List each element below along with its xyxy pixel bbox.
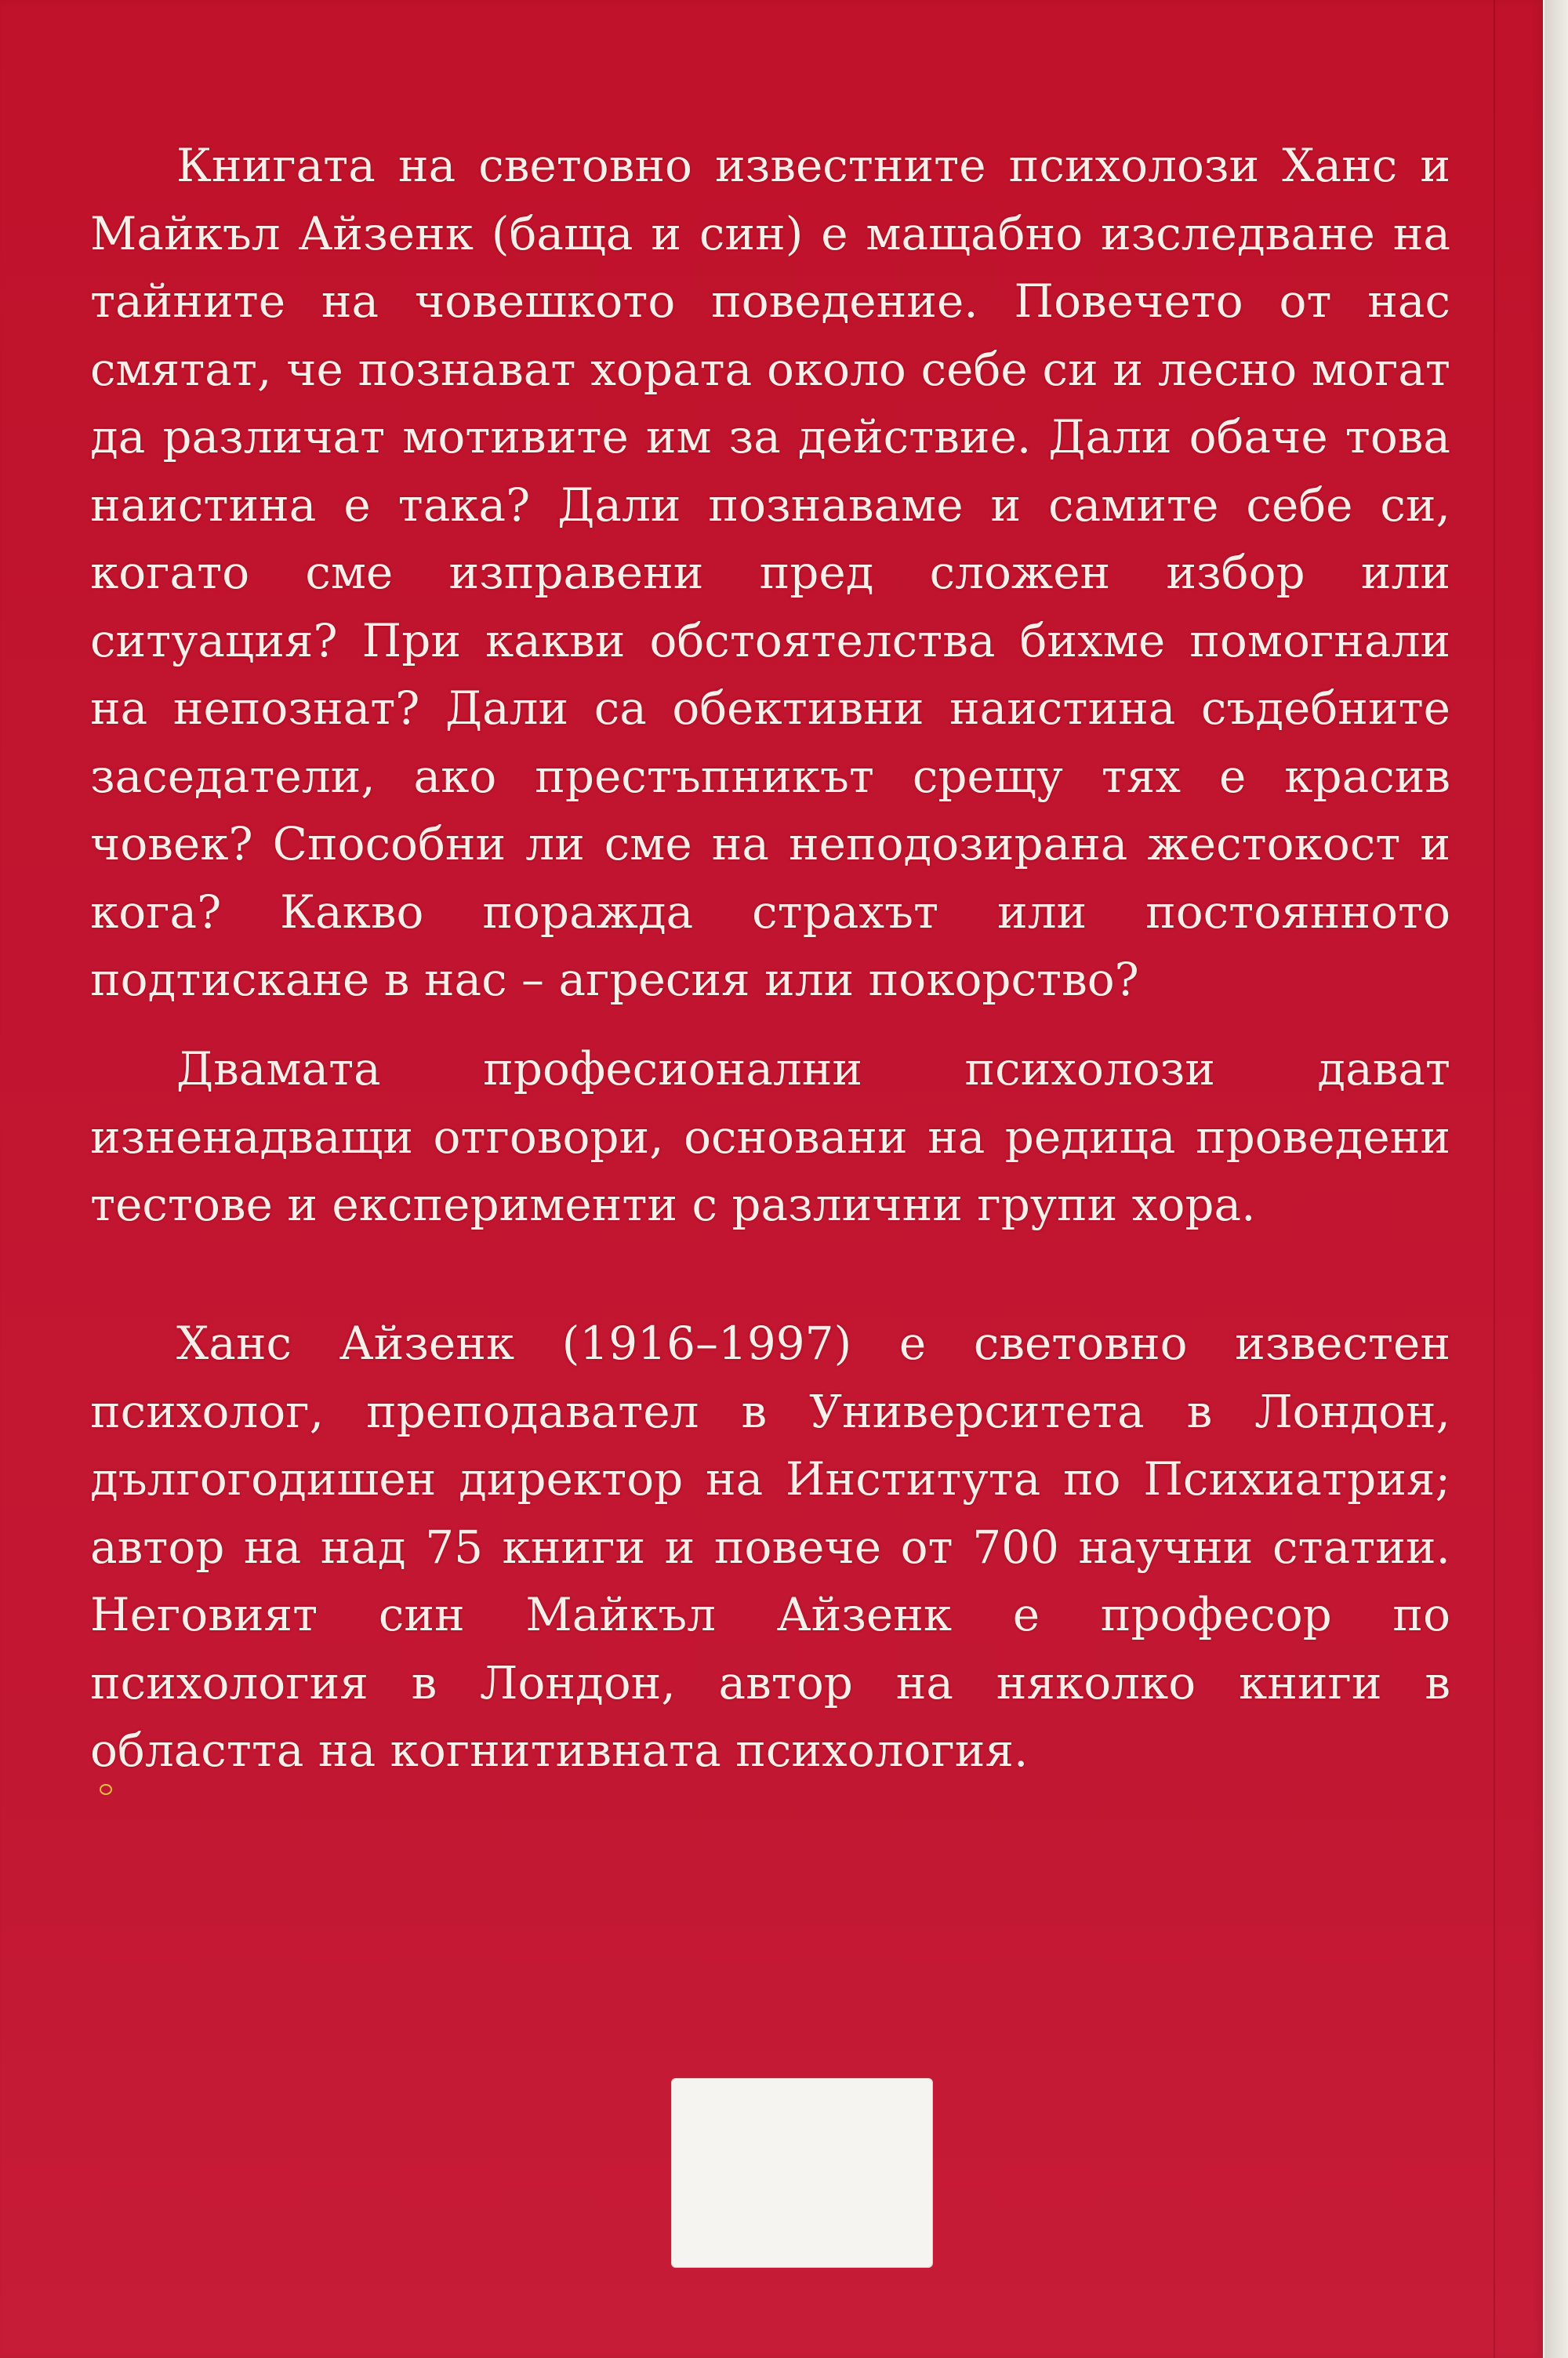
description-block [90, 132, 1450, 1014]
page-edge [1544, 0, 1568, 2358]
author-bio-block [90, 1310, 1450, 1785]
summary-block [90, 1035, 1450, 1239]
author-bio-paragraph: Ханс Айзенк (1916–1997) е световно известен психолог, преподавател в Университета в Лондон, дългогодишен директор на Института по Психиатрия; автор на над 75 книги и повече от 700 научни статии. Неговият син Майкъл Айзенк е професор по психология в Лондон, автор на няколко книги в областта на когнитивната психология. [90, 1317, 1450, 1777]
description-paragraph: Книгата на световно известните психолози Ханс и Майкъл Айзенк (баща и син) е мащабно изследване на тайните на човешкото поведение. Повечето от нас смятат, че познават хората около себе си и лесно могат да различат мотивите им за действие. Дали обаче това наистина е така? Дали познаваме и самите себе си, когато сме изправени пред сложен избор или ситуация? При какви обстоятелства бихме помогнали на непознат? Дали са обективни наистина съдебните заседатели, ако престъпникът срещу тях е красив човек? Способни ли сме на неподозирана жестокост и кога? Какво поражда страхът или постоянното подтискане в нас – агресия или покорство? [90, 139, 1450, 1006]
barcode-sticker [671, 2078, 933, 2268]
summary-paragraph: Двамата професионални психолози дават изненадващи отговори, основани на редица проведени тестове и експерименти с различни групи хора. [90, 1042, 1450, 1231]
small-circle-mark [100, 1784, 112, 1795]
cover-fold-line [1494, 0, 1495, 2358]
